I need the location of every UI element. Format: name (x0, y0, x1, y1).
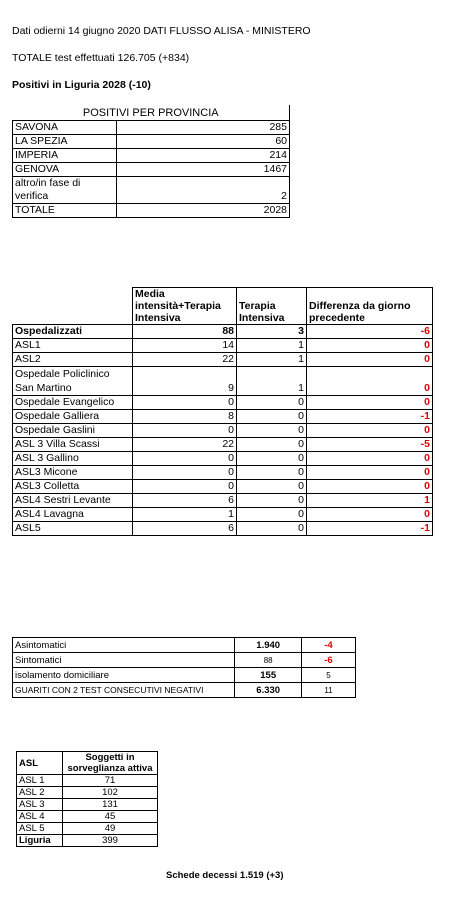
table-row (13, 325, 433, 339)
hospital-media: 14 (133, 339, 237, 353)
hospital-ti: 0 (237, 410, 307, 424)
hospital-diff: -6 (307, 325, 433, 339)
asl-name: Liguria (17, 835, 63, 847)
hospital-ti: 0 (237, 508, 307, 522)
hospital-name: Ospedale Gaslini (13, 424, 133, 438)
status-value: 1.940 (235, 638, 302, 653)
hospital-media: 8 (133, 410, 237, 424)
province-name: SAVONA (13, 121, 117, 135)
table-row (13, 494, 433, 508)
status-diff: 11 (301, 683, 355, 698)
hospital-diff: 0 (307, 480, 433, 494)
status-label: Sintomatici (13, 653, 235, 668)
table-row (13, 353, 433, 367)
table-row (17, 799, 158, 811)
table-row (13, 149, 290, 163)
province-name: TOTALE (13, 204, 117, 218)
province-value: 2 (117, 177, 290, 204)
status-value: 88 (235, 653, 302, 668)
positives-line: Positivi in Liguria 2028 (-10) (12, 79, 151, 91)
asl-name: ASL 1 (17, 775, 63, 787)
status-diff: -6 (301, 653, 355, 668)
table-row (13, 466, 433, 480)
status-value: 6.330 (235, 683, 302, 698)
province-name-line2: verifica (15, 190, 49, 202)
hospital-name: ASL3 Micone (13, 466, 133, 480)
hospital-ti: 1 (237, 339, 307, 353)
table-row (13, 204, 290, 218)
hospital-diff: -1 (307, 522, 433, 536)
asl-value: 102 (63, 787, 158, 799)
province-value: 2028 (117, 204, 290, 218)
table-row (13, 452, 433, 466)
header-asl: ASL (17, 752, 63, 775)
hospital-ti: 3 (237, 325, 307, 339)
table-row (13, 367, 433, 396)
header-ti: Terapia Intensiva (237, 288, 307, 325)
province-value: 60 (117, 135, 290, 149)
hospital-media: 9 (133, 367, 237, 396)
hospital-diff: -1 (307, 410, 433, 424)
status-label: isolamento domiciliare (13, 668, 235, 683)
table-row (13, 508, 433, 522)
hospital-diff: -5 (307, 438, 433, 452)
hospital-media: 6 (133, 494, 237, 508)
hospital-name: ASL 3 Gallino (13, 452, 133, 466)
asl-name: ASL 4 (17, 811, 63, 823)
hospital-diff: 0 (307, 396, 433, 410)
province-name: IMPERIA (13, 149, 117, 163)
table-row (17, 835, 158, 847)
hospital-diff: 0 (307, 508, 433, 522)
asl-value: 49 (63, 823, 158, 835)
hospital-ti: 0 (237, 438, 307, 452)
hospital-name: Ospedalizzati (13, 325, 133, 339)
header-media: Media intensità+Terapia Intensiva (133, 288, 237, 325)
province-table (12, 105, 290, 218)
hospital-media: 0 (133, 466, 237, 480)
hospital-diff: 0 (307, 424, 433, 438)
status-diff: 5 (301, 668, 355, 683)
hospital-name: ASL4 Sestri Levante (13, 494, 133, 508)
hospital-ti: 0 (237, 480, 307, 494)
hospital-media: 0 (133, 424, 237, 438)
table-row (13, 135, 290, 149)
asl-value: 45 (63, 811, 158, 823)
status-value: 155 (235, 668, 302, 683)
hospital-diff: 0 (307, 353, 433, 367)
hospital-ti: 0 (237, 452, 307, 466)
header-diff: Differenza da giorno precedente (307, 288, 433, 325)
hospital-name: ASL5 (13, 522, 133, 536)
hospital-name: ASL4 Lavagna (13, 508, 133, 522)
asl-name: ASL 2 (17, 787, 63, 799)
asl-name: ASL 3 (17, 799, 63, 811)
table-row (13, 653, 356, 668)
province-value: 214 (117, 149, 290, 163)
asl-value: 71 (63, 775, 158, 787)
hospital-name: ASL2 (13, 353, 133, 367)
hospital-name: Ospedale Policlinico San Martino (13, 367, 133, 396)
hospital-diff: 0 (307, 452, 433, 466)
hospital-media: 0 (133, 396, 237, 410)
surveillance-table (16, 751, 158, 847)
table-row (13, 638, 356, 653)
hospital-ti: 1 (237, 353, 307, 367)
hospital-media: 22 (133, 353, 237, 367)
table-row (13, 163, 290, 177)
province-name: LA SPEZIA (13, 135, 117, 149)
asl-value: 399 (63, 835, 158, 847)
hospital-ti: 0 (237, 424, 307, 438)
hospital-media: 1 (133, 508, 237, 522)
hospital-ti: 0 (237, 494, 307, 508)
asl-name: ASL 5 (17, 823, 63, 835)
hospital-ti: 1 (237, 367, 307, 396)
table-row (17, 823, 158, 835)
hospital-diff: 0 (307, 466, 433, 480)
hospital-table (12, 287, 433, 536)
date-source-line: Dati odierni 14 giugno 2020 DATI FLUSSO ALISA - MINISTERO (12, 25, 311, 37)
table-row (13, 668, 356, 683)
table-row (13, 339, 433, 353)
hospital-diff: 1 (307, 494, 433, 508)
table-row (13, 177, 290, 204)
hospital-media: 88 (133, 325, 237, 339)
hospital-media: 0 (133, 452, 237, 466)
hospital-ti: 0 (237, 522, 307, 536)
clinical-status-table (12, 637, 356, 698)
table-row (17, 775, 158, 787)
hospital-name: ASL1 (13, 339, 133, 353)
hospital-media: 6 (133, 522, 237, 536)
status-diff: -4 (301, 638, 355, 653)
hospital-diff: 0 (307, 367, 433, 396)
table-row (17, 787, 158, 799)
province-value: 1467 (117, 163, 290, 177)
total-tests-line: TOTALE test effettuati 126.705 (+834) (12, 52, 190, 64)
hospital-name: ASL3 Colletta (13, 480, 133, 494)
province-name (13, 177, 117, 204)
table-row (13, 121, 290, 135)
hospital-media: 0 (133, 480, 237, 494)
province-table-title: POSITIVI PER PROVINCIA (13, 105, 290, 121)
table-row (13, 410, 433, 424)
hospital-ti: 0 (237, 396, 307, 410)
deaths-note: Schede decessi 1.519 (+3) (166, 870, 284, 881)
province-name-line1: altro/in fase di (15, 177, 81, 189)
hospital-ti: 0 (237, 466, 307, 480)
province-name: GENOVA (13, 163, 117, 177)
header-soggetti: Soggetti in sorveglianza attiva (63, 752, 158, 775)
table-row (13, 424, 433, 438)
table-row (13, 683, 356, 698)
hospital-diff: 0 (307, 339, 433, 353)
table-row (13, 522, 433, 536)
table-row (13, 480, 433, 494)
hospital-name: Ospedale Evangelico (13, 396, 133, 410)
hospital-media: 22 (133, 438, 237, 452)
hospital-name: ASL 3 Villa Scassi (13, 438, 133, 452)
header-blank (13, 288, 133, 325)
asl-value: 131 (63, 799, 158, 811)
hospital-name: Ospedale Galliera (13, 410, 133, 424)
table-row (13, 396, 433, 410)
table-row (17, 811, 158, 823)
status-label: Asintomatici (13, 638, 235, 653)
province-value: 285 (117, 121, 290, 135)
status-label: GUARITI CON 2 TEST CONSECUTIVI NEGATIVI (13, 683, 235, 698)
table-row (13, 438, 433, 452)
